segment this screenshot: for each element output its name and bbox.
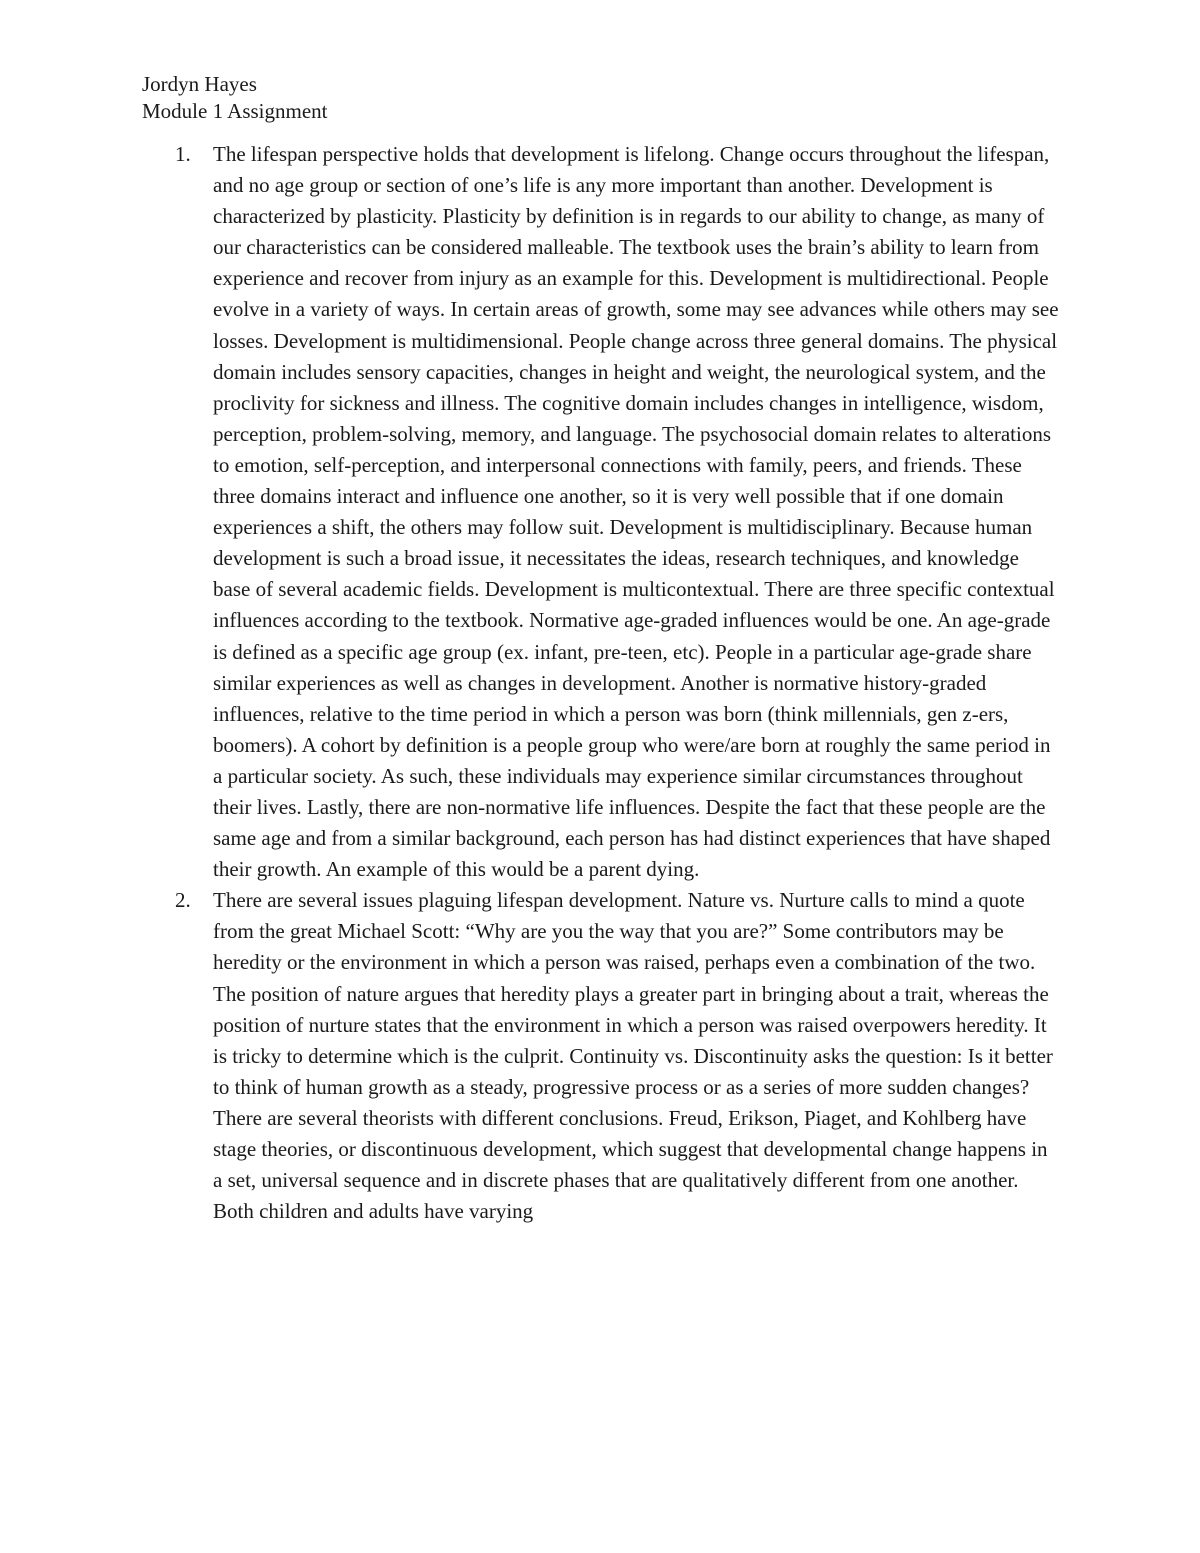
list-item	[142, 139, 1060, 885]
answer-list	[142, 139, 1060, 1227]
list-item-text: The lifespan perspective holds that development is lifelong. Change occurs throughout the lifespan, and no age group or section of one’s life is any more important than another. Development is characterized by plasticity. Plasticity by definition is in regards to our ability to change, as many of our characteristics can be considered malleable. The textbook uses the brain’s ability to learn from experience and recover from injury as an example for this. Development is multidirectional. People evolve in a variety of ways. In certain areas of growth, some may see advances while others may see losses. Development is multidimensional. People change across three general domains. The physical domain includes sensory capacities, changes in height and weight, the neurological system, and the proclivity for sickness and illness. The cognitive domain includes changes in intelligence, wisdom, perception, problem-solving, memory, and language. The psychosocial domain relates to alterations to emotion, self-perception, and interpersonal connections with family, peers, and friends. These three domains interact and influence one another, so it is very well possible that if one domain experiences a shift, the others may follow suit. Development is multidisciplinary. Because human development is such a broad issue, it necessitates the ideas, research techniques, and knowledge base of several academic fields. Development is multicontextual. There are three specific contextual influences according to the textbook. Normative age-graded influences would be one. An age-grade is defined as a specific age group (ex. infant, pre-teen, etc). People in a particular age-grade share similar experiences as well as changes in development. Another is normative history-graded influences, relative to the time period in which a person was born (think millennials, gen z-ers, boomers). A cohort by definition is a people group who were/are born at roughly the same period in a particular society. As such, these individuals may experience similar circumstances throughout their lives. Lastly, there are non-normative life influences. Despite the fact that these people are the same age and from a similar background, each person has had distinct experiences that have shaped their growth. An example of this would be a parent dying.	[213, 142, 1059, 882]
assignment-title: Module 1 Assignment	[142, 99, 328, 123]
document-header	[142, 71, 328, 125]
author-name: Jordyn Hayes	[142, 72, 257, 96]
list-item-number: 2.	[175, 888, 191, 913]
list-item	[142, 885, 1060, 1227]
list-item-text: There are several issues plaguing lifespan development. Nature vs. Nurture calls to mind a quote from the great Michael Scott: “Why are you the way that you are?” Some contributors may be heredity or the environment in which a person was raised, perhaps even a combination of the two. The position of nature argues that heredity plays a greater part in bringing about a trait, whereas the position of nurture states that the environment in which a person was raised overpowers heredity. It is tricky to determine which is the culprit. Continuity vs. Discontinuity asks the question: Is it better to think of human growth as a steady, progressive process or as a series of more sudden changes? There are several theorists with different conclusions. Freud, Erikson, Piaget, and Kohlberg have stage theories, or discontinuous development, which suggest that developmental change happens in a set, universal sequence and in discrete phases that are qualitatively different from one another. Both children and adults have varying	[213, 888, 1053, 1224]
list-item-number: 1.	[175, 142, 191, 166]
